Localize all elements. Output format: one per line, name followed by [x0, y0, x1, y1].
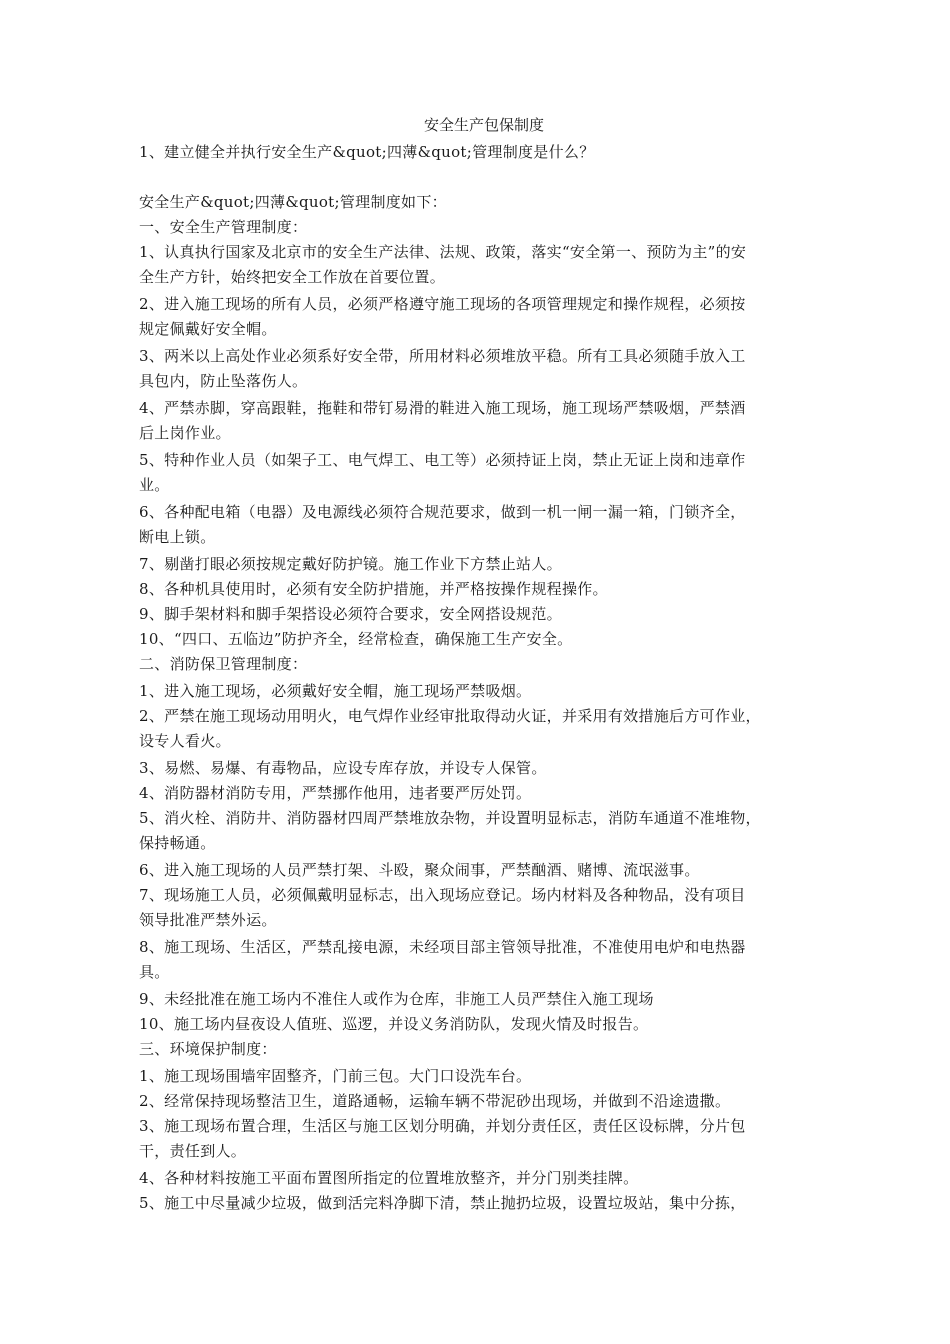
- section-heading-safety: 一、安全生产管理制度：: [139, 218, 308, 236]
- paragraph-line: 断电上锁。: [139, 528, 216, 546]
- paragraph-line: 保持畅通。: [139, 834, 216, 852]
- paragraph-line: 干，责任到人。: [139, 1142, 247, 1160]
- paragraph-line: 业。: [139, 476, 170, 494]
- paragraph-line: 3、易燃、易爆、有毒物品，应设专库存放，并设专人保管。: [139, 759, 547, 777]
- paragraph-line: 全生产方针，始终把安全工作放在首要位置。: [139, 268, 446, 286]
- intro-line: 安全生产&quot;四薄&quot;管理制度如下：: [139, 193, 447, 211]
- document-title: 安全生产包保制度: [423, 116, 544, 134]
- paragraph-line: 4、消防器材消防专用，严禁挪作他用，违者要严厉处罚。: [139, 784, 532, 802]
- paragraph-line: 规定佩戴好安全帽。: [139, 320, 277, 338]
- paragraph-line: 具。: [139, 963, 170, 981]
- paragraph-line: 9、脚手架材料和脚手架搭设必须符合要求，安全网搭设规范。: [139, 605, 562, 623]
- paragraph-line: 8、施工现场、生活区，严禁乱接电源，未经项目部主管领导批准，不准使用电炉和电热器: [139, 938, 746, 956]
- paragraph-line: 设专人看火。: [139, 732, 231, 750]
- paragraph-line: 3、两米以上高处作业必须系好安全带，所用材料必须堆放平稳。所有工具必须随手放入工: [139, 347, 746, 365]
- paragraph-line: 4、严禁赤脚，穿高跟鞋，拖鞋和带钉易滑的鞋进入施工现场，施工现场严禁吸烟，严禁酒: [139, 399, 746, 417]
- paragraph-line: 2、经常保持现场整洁卫生，道路通畅，运输车辆不带泥砂出现场，并做到不沿途遗撒。: [139, 1092, 731, 1110]
- paragraph-line: 7、现场施工人员，必须佩戴明显标志，出入现场应登记。场内材料及各种物品，没有项目: [139, 886, 746, 904]
- paragraph-line: 后上岗作业。: [139, 424, 231, 442]
- paragraph-line: 10、“四口、五临边”防护齐全，经常检查，确保施工生产安全。: [139, 630, 573, 648]
- paragraph-line: 4、各种材料按施工平面布置图所指定的位置堆放整齐，并分门别类挂牌。: [139, 1169, 639, 1187]
- paragraph-line: 1、进入施工现场，必须戴好安全帽，施工现场严禁吸烟。: [139, 682, 532, 700]
- paragraph-line: 具包内，防止坠落伤人。: [139, 372, 308, 390]
- paragraph-line: 6、各种配电箱（电器）及电源线必须符合规范要求，做到一机一闸一漏一箱，门锁齐全，: [139, 503, 746, 521]
- paragraph-line: 6、进入施工现场的人员严禁打架、斗殴，聚众闹事，严禁酗酒、赌博、流氓滋事。: [139, 861, 700, 879]
- paragraph-line: 10、施工场内昼夜设人值班、巡逻，并设义务消防队，发现火情及时报告。: [139, 1015, 649, 1033]
- paragraph-line: 5、消火栓、消防井、消防器材四周严禁堆放杂物，并设置明显标志，消防车通道不准堆物，: [139, 809, 761, 827]
- paragraph-line: 7、剔凿打眼必须按规定戴好防护镜。施工作业下方禁止站人。: [139, 555, 562, 573]
- section-heading-fire: 二、消防保卫管理制度：: [139, 655, 308, 673]
- paragraph-line: 9、未经批准在施工场内不准住人或作为仓库，非施工人员严禁住入施工现场: [139, 990, 654, 1008]
- paragraph-line: 1、施工现场围墙牢固整齐，门前三包。大门口设洗车台。: [139, 1067, 532, 1085]
- paragraph-line: 5、施工中尽量减少垃圾，做到活完料净脚下清，禁止抛扔垃圾，设置垃圾站，集中分拣，: [139, 1194, 746, 1212]
- paragraph-line: 2、进入施工现场的所有人员，必须严格遵守施工现场的各项管理规定和操作规程，必须按: [139, 295, 746, 313]
- section-heading-environment: 三、环境保护制度：: [139, 1040, 277, 1058]
- paragraph-line: 5、特种作业人员（如架子工、电气焊工、电工等）必须持证上岗，禁止无证上岗和违章作: [139, 451, 746, 469]
- paragraph-line: 8、各种机具使用时，必须有安全防护措施，并严格按操作规程操作。: [139, 580, 608, 598]
- paragraph-line: 领导批准严禁外运。: [139, 911, 277, 929]
- paragraph-line: 3、施工现场布置合理，生活区与施工区划分明确，并划分责任区，责任区设标牌，分片包: [139, 1117, 746, 1135]
- paragraph-line: 2、严禁在施工现场动用明火，电气焊作业经审批取得动火证，并采用有效措施后方可作业，: [139, 707, 761, 725]
- question-line: 1、建立健全并执行安全生产&quot;四薄&quot;管理制度是什么？: [139, 143, 595, 161]
- paragraph-line: 1、认真执行国家及北京市的安全生产法律、法规、政策，落实“安全第一、预防为主”的安: [139, 243, 747, 261]
